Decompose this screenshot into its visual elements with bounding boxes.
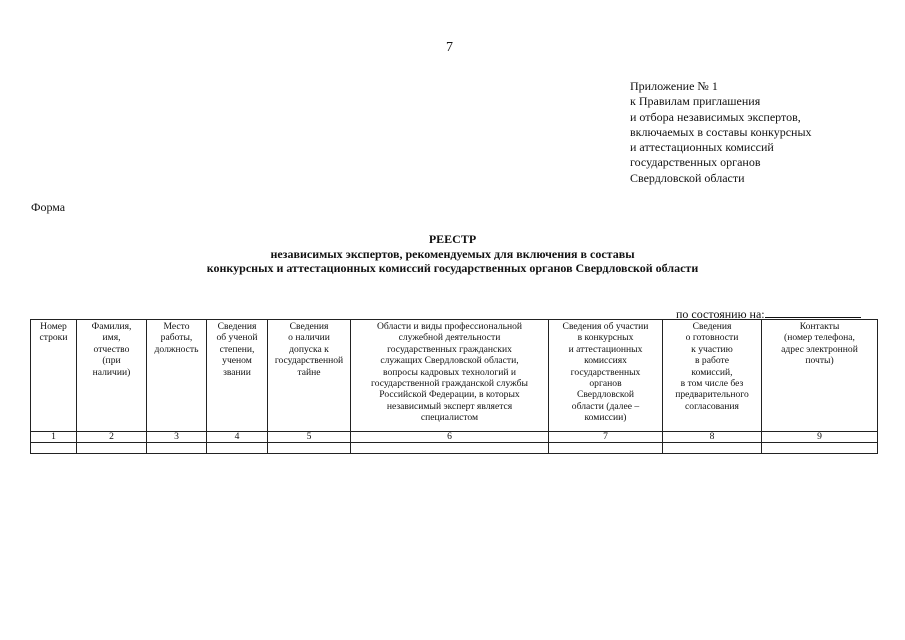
header-text-line: Сведения [217,321,257,332]
page-number: 7 [446,40,453,55]
table-header-cell [549,320,663,432]
table-cell [31,443,77,454]
header-text-line: звании [223,366,251,378]
header-text-line: Фамилия, [91,321,132,332]
header-text-line: специалистом [420,412,479,424]
header-text-line: независимый эксперт является [386,400,513,412]
form-label: Форма [31,200,66,214]
column-number-cell: 6 [351,432,549,443]
header-text-line: предварительного [675,389,749,401]
header-text-line: наличии) [92,366,131,378]
table-header-cell [77,320,147,432]
header-text-line: Номер [40,321,67,332]
column-number-cell: 2 [77,432,147,443]
column-number-cell: 7 [549,432,663,443]
header-text-line: Контакты [799,321,840,332]
header-text-line: тайне [297,366,321,378]
appendix-line: и аттестационных комиссий [630,140,774,155]
as-of-label: по состоянию на: [676,307,765,321]
header-text-line: комиссии) [584,412,627,424]
table-header-cell [147,320,207,432]
header-text-line: в работе [695,355,729,367]
table-cell [77,443,147,454]
header-text-line: в том числе без [680,378,744,390]
table-cell [351,443,549,454]
header-text-line: адрес электронной [781,343,858,355]
header-text-line: работы, [160,332,193,344]
column-number-cell: 5 [268,432,351,443]
header-text-line: допуска к [289,343,329,355]
table-cell [663,443,762,454]
header-text-line: и аттестационных [568,343,643,355]
header-text-line: государственных гражданских [387,343,512,355]
header-text-line: Свердловской [576,389,635,401]
column-number-cell: 1 [31,432,77,443]
table-empty-row [31,443,878,454]
header-text-line: об ученой [216,332,258,344]
header-text-line: степени, [219,343,255,355]
header-text-line: государственных [570,366,641,378]
header-text-line: Российской Федерации, в которых [379,389,520,401]
header-text-line: комиссий, [691,366,733,378]
header-text-line: строки [39,332,68,344]
header-text-line: Сведения об участии [562,321,649,332]
registry-table [30,319,878,454]
header-text-line: вопросы кадровых технологий и [383,366,516,378]
header-text-line: имя, [102,332,121,344]
header-text-line: служебной деятельности [398,332,501,344]
appendix-line: включаемых в составы конкурсных [630,124,812,139]
table-cell [147,443,207,454]
header-text-line: области (далее – [571,400,640,412]
header-text-line: Области и виды профессиональной [376,321,523,332]
as-of-blank-line [765,306,861,318]
appendix-line: государственных органов [630,155,761,170]
column-number-cell: 8 [663,432,762,443]
header-text-line: (при [102,355,121,367]
header-text-line: органов [589,378,622,390]
appendix-line: Приложение № 1 [630,79,718,93]
appendix-line: Свердловской области [630,170,745,185]
table-header-row [31,320,878,432]
header-text-line: государственной гражданской службы [371,378,528,390]
header-text-line: Сведения [692,321,732,332]
table-cell [207,443,268,454]
header-text-line: о готовности [685,332,739,344]
header-text-line: ученом [222,355,252,367]
table-header-cell [207,320,268,432]
header-text-line: (номер телефона, [784,332,855,344]
title-line-registry: РЕЕСТР [428,232,477,246]
table-number-row [31,432,878,443]
header-text-line: комиссиях [584,355,627,367]
appendix-line: к Правилам приглашения [630,94,761,109]
table-cell [549,443,663,454]
document-title [0,232,905,276]
table-header-cell [762,320,878,432]
table-cell [268,443,351,454]
column-number-cell: 4 [207,432,268,443]
header-text-line: согласования [685,400,739,412]
header-text-line: о наличии [288,332,330,344]
header-text-line: почты) [805,355,834,367]
table-header-cell [268,320,351,432]
column-number-cell: 3 [147,432,207,443]
appendix-note [630,79,812,186]
title-line-subtitle: независимых экспертов, рекомендуемых для включения в составы [270,246,635,261]
header-text-line: к участию [691,343,733,355]
table-cell [762,443,878,454]
title-line-subtitle-2: конкурсных и аттестационных комиссий государственных органов Свердловской области [206,261,699,275]
header-text-line: отчество [93,343,130,355]
appendix-line: и отбора независимых экспертов, [630,109,801,124]
header-text-line: Сведения [289,321,329,332]
header-text-line: в конкурсных [577,332,634,344]
header-text-line: должность [154,343,199,355]
header-text-line: служащих Свердловской области, [380,355,519,367]
header-text-line: Место [163,321,190,332]
table-header-cell [663,320,762,432]
column-number-cell: 9 [762,432,878,443]
header-text-line: государственной [274,355,344,367]
table-header-cell [351,320,549,432]
table-header-cell [31,320,77,432]
